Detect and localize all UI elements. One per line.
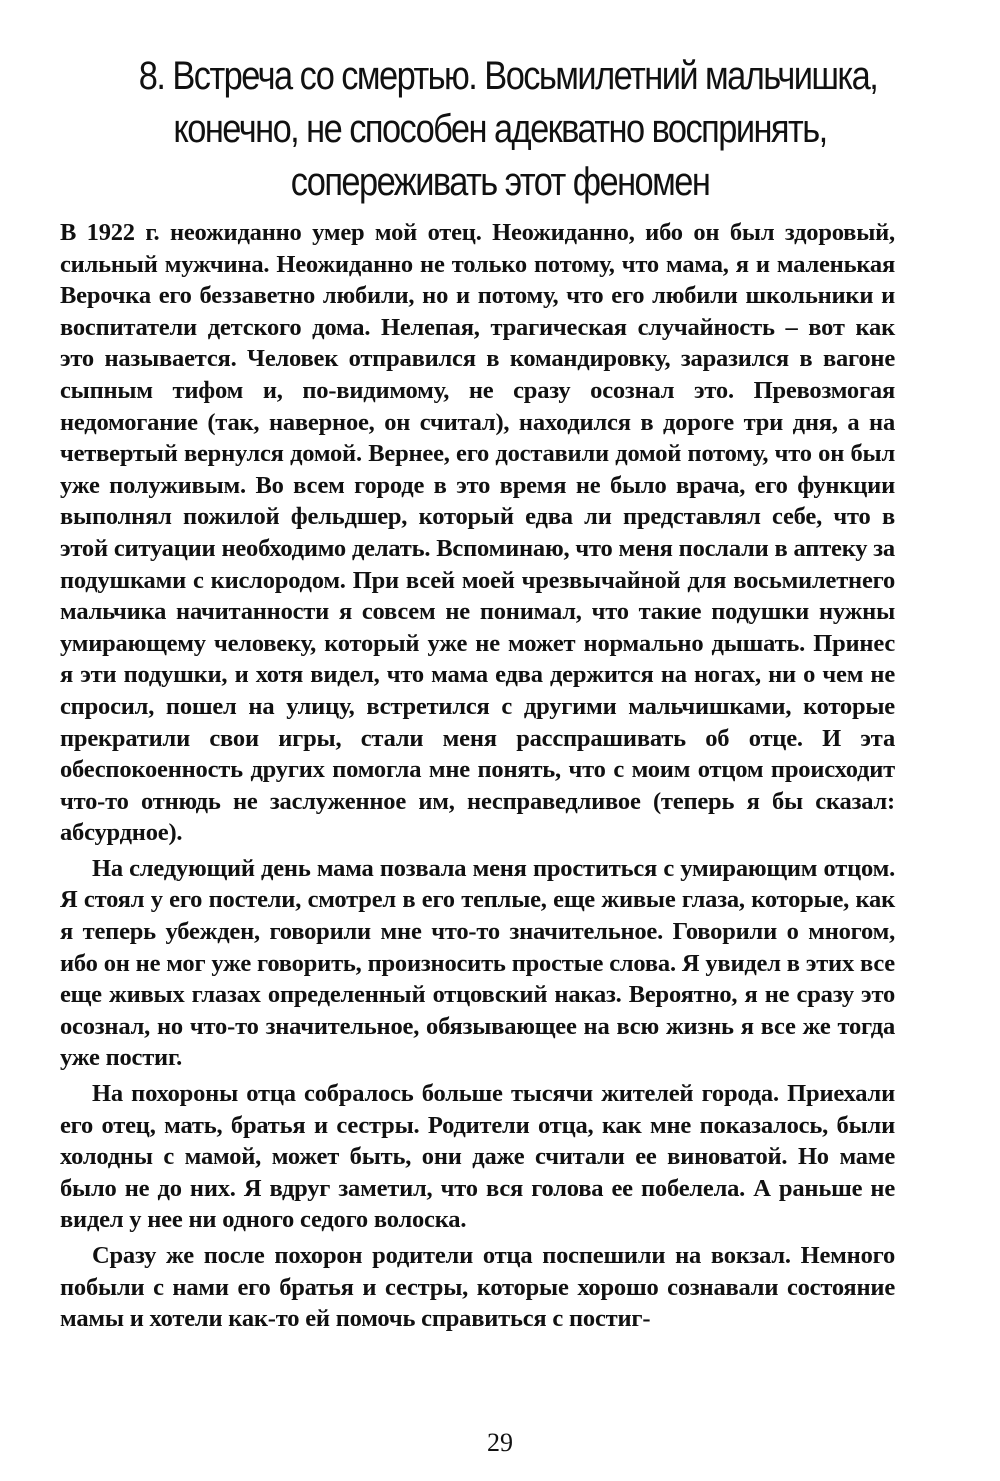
paragraph-2: На следующий день мама позвала меня проститься с умирающим отцом. Я стоял у его постели, смотрел в его теплые, еще живые глаза, которые, как я теперь убежден, говорили мне что-то значительное. Говорили о многом, ибо он не мог уже говорить, произносить простые слова. Я увидел в этих все еще живых глазах определенный отцовский наказ. Вероятно, я не сразу это осознал, но что-то значительное, обязывающее на всю жизнь я все же тогда уже постиг. xyxy=(60,854,895,1072)
page-number: 29 xyxy=(487,1428,513,1457)
paragraph-1: В 1922 г. неожиданно умер мой отец. Неожиданно, ибо он был здоровый, сильный мужчина. Неожиданно не только потому, что мама, я и маленькая Верочка его беззаветно любили, но и потому, что его любили школьники и воспитатели детского дома. Нелепая, трагическая случайность – вот как это называется. Человек отправился в командировку, заразился в вагоне сыпным тифом и, по-видимому, не сразу осознал это. Превозмогая недомогание (так, наверное, он считал), находился в дороге три дня, а на четвертый вернулся домой. Вернее, его доставили домой потому, что он был уже полуживым. Во всем городе в это время не было врача, его функции выполнял пожилой фельдшер, который едва ли представлял себе, что в этой ситуации необходимо делать. Вспоминаю, что меня послали в аптеку за подушками с кислородом. При всей моей чрезвычайной для восьмилетнего мальчика начитанности я совсем не понимал, что такие подушки нужны умирающему человеку, который уже не может нормально дышать. Принес я эти подушки, и хотя видел, что мама едва держится на ногах, ни о чем не спросил, пошел на улицу, встретился с другими мальчишками, которые прекратили свои игры, стали меня расспрашивать об отце. И эта обеспокоенность других помогла мне понять, что с моим отцом происходит что-то отнюдь не заслуженное им, несправедливое (теперь я бы сказал: абсурдное). xyxy=(60,219,895,847)
chapter-title-line-1: 8. Встреча со смертью. Восьмилетний мальчишка, xyxy=(138,54,878,98)
chapter-title-line-3: сопереживать этот феномен xyxy=(290,160,710,204)
paragraph-3: На похороны отца собралось больше тысячи жителей города. Приехали его отец, мать, братья и сестры. Родители отца, как мне показалось, были холодны с мамой, может быть, они даже считали ее виноватой. Но маме было не до них. Я вдруг заметил, что вся голова ее побелела. А раньше не видел у нее ни одного седого волоска. xyxy=(60,1080,895,1234)
paragraph-4: Сразу же после похорон родители отца поспешили на вокзал. Немного побыли с нами его братья и сестры, которые хорошо сознавали состояние мамы и хотели как-то ей помочь справиться с постиг- xyxy=(60,1242,895,1333)
chapter-title-line-2: конечно, не способен адекватно воспринять, xyxy=(173,107,827,151)
chapter-title xyxy=(138,50,878,209)
body-text xyxy=(60,217,895,1335)
